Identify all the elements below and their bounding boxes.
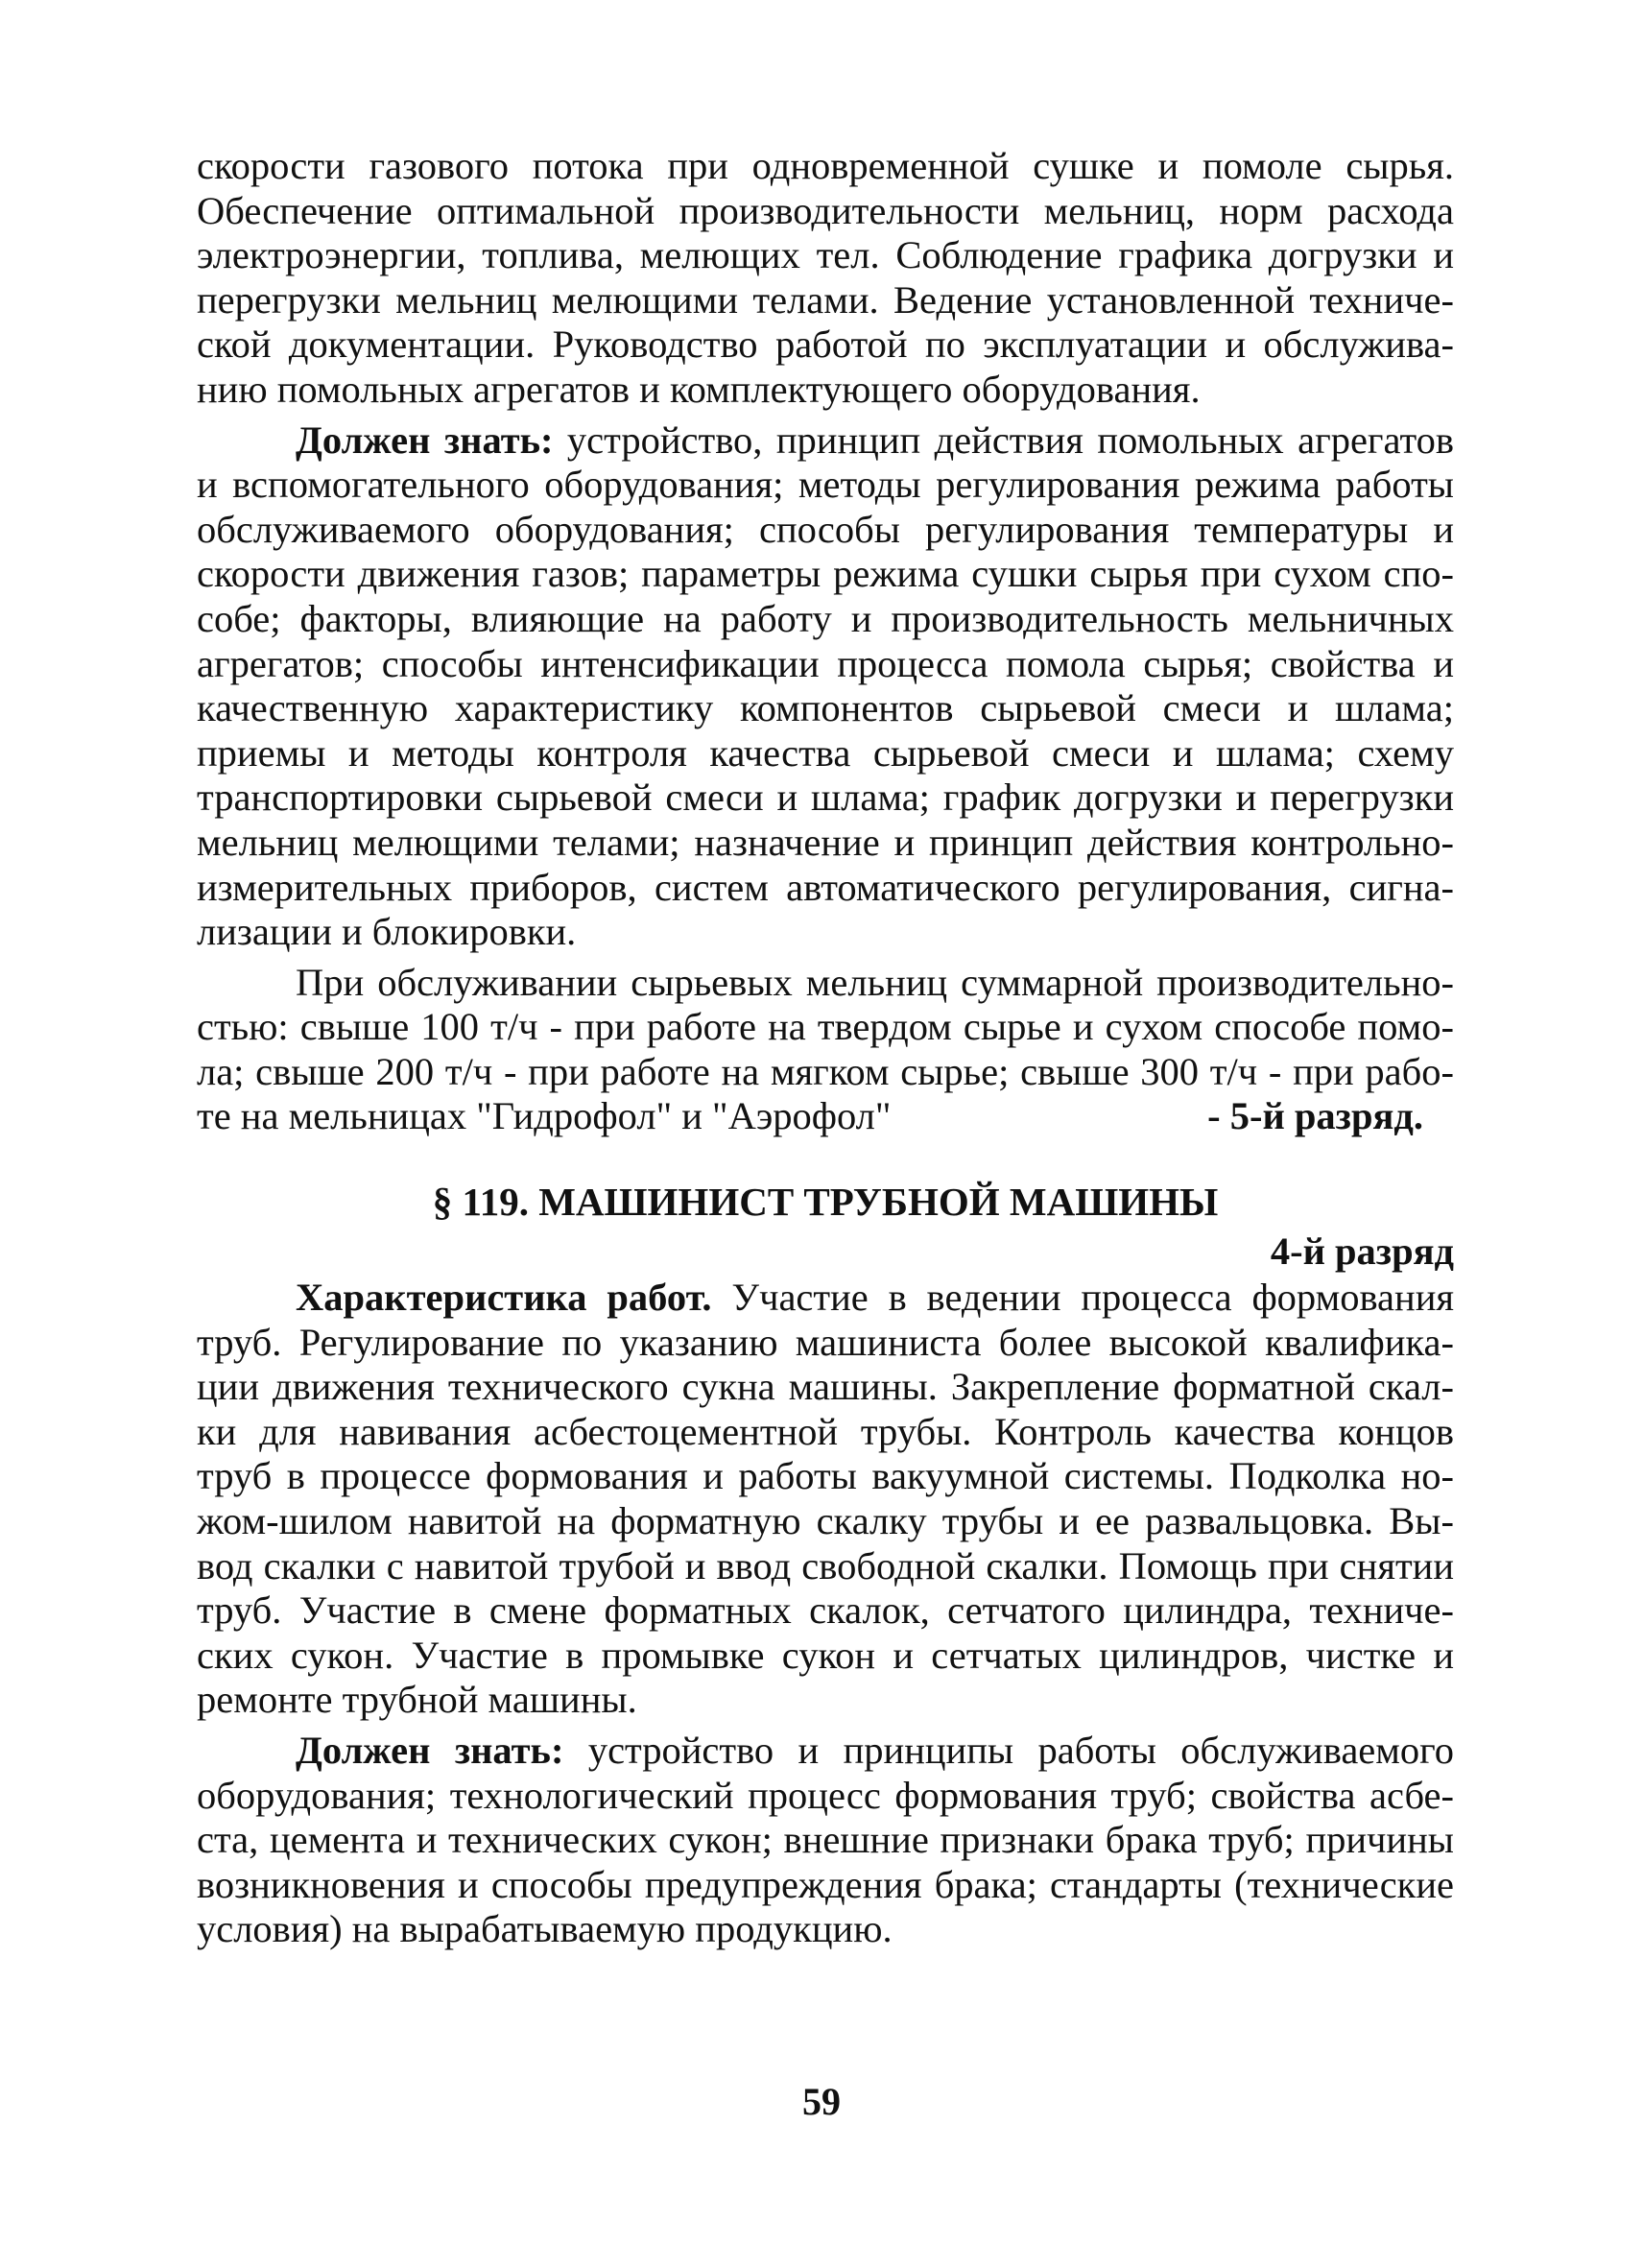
text-line: электроэнергии, топлива, мелющих тел. Соблюдение графика догрузки и: [197, 233, 1454, 277]
text-line: вод скалки с навитой трубой и ввод свободной скалки. Помощь при снятии: [197, 1543, 1454, 1588]
text-line: нию помольных агрегатов и комплектующего оборудования.: [197, 367, 1201, 411]
text-line: ки для навивания асбестоцементной трубы. Контроль качества концов: [197, 1409, 1454, 1453]
text-line: оборудования; технологический процесс формования труб; свойства асбе-: [197, 1773, 1454, 1817]
text-line: скорости движения газов; параметры режима сушки сырья при сухом спо-: [197, 552, 1454, 596]
paragraph-continuation: [197, 144, 1454, 413]
text-line: ла; свыше 200 т/ч - при работе на мягком сырье; свыше 300 т/ч - при рабо-: [197, 1049, 1454, 1093]
text-line: лизации и блокировки.: [197, 910, 577, 954]
lead-text: устройство и принципы работы обслуживаемого: [563, 1729, 1454, 1772]
text-line: стью: свыше 100 т/ч - при работе на твердом сырье и сухом способе помо-: [197, 1005, 1454, 1049]
text-line: жом-шилом навитой на форматную скалку трубы и ее развальцовка. Вы-: [197, 1499, 1454, 1543]
text-line: При обслуживании сырьевых мельниц суммарной производительно-: [296, 960, 1454, 1004]
text-line: скорости газового потока при одновременной сушке и помоле сырья.: [197, 144, 1454, 187]
lead-text: устройство, принцип действия помольных агрегатов: [553, 418, 1455, 462]
text-line: Обеспечение оптимальной производительности мельниц, норм расхода: [197, 188, 1454, 232]
text-line: те на мельницах "Гидрофол" и "Аэрофол": [197, 1094, 892, 1138]
text-line: [197, 418, 1454, 464]
text-line: ста, цемента и технических сукон; внешние признаки брака труб; причины: [197, 1818, 1454, 1862]
text-line: труб. Регулирование по указанию машиниста более высокой квалифика-: [197, 1320, 1454, 1364]
text-line: качественную характеристику компонентов сырьевой смеси и шлама;: [197, 686, 1454, 730]
text-line: [197, 1729, 1454, 1774]
rank-line: [197, 1094, 1454, 1139]
page-number: 59: [802, 2080, 841, 2123]
text-line: транспортировки сырьевой смеси и шлама; график догрузки и перегрузки: [197, 776, 1454, 820]
text-line: измерительных приборов, систем автоматического регулирования, сигна-: [197, 865, 1454, 909]
paragraph-rank-condition: [197, 961, 1454, 1139]
text-line: условия) на вырабатываемую продукцию.: [197, 1907, 893, 1951]
paragraph-must-know: [197, 1729, 1454, 1952]
text-line: ремонте трубной машины.: [197, 1678, 637, 1722]
grade-label: 4-й разряд: [1270, 1229, 1454, 1274]
text-line: труб в процессе формования и работы вакуумной системы. Подколка но-: [197, 1454, 1454, 1498]
paragraph-must-know: [197, 418, 1454, 955]
section-title: § 119. МАШИНИСТ ТРУБНОЙ МАШИНЫ: [432, 1180, 1219, 1225]
text-line: приемы и методы контроля качества сырьевой смеси и шлама; схему: [197, 730, 1454, 775]
text-line: агрегатов; способы интенсификации процесса помола сырья; свойства и: [197, 641, 1454, 685]
text-line: ской документации. Руководство работой по эксплуатации и обслужива-: [197, 322, 1454, 367]
text-line: мельниц мелющими телами; назначение и принцип действия контрольно-: [197, 820, 1454, 864]
text-line: ции движения технического сукна машины. Закрепление форматной скал-: [197, 1365, 1454, 1409]
text-line: перегрузки мельниц мелющими телами. Ведение установленной техниче-: [197, 277, 1454, 322]
text-line: труб. Участие в смене форматных скалок, сетчатого цилиндра, техниче-: [197, 1588, 1454, 1633]
lead-text: Участие в ведении процесса формования: [711, 1276, 1454, 1320]
rank-label: - 5-й разряд.: [1207, 1094, 1423, 1138]
text-line: обслуживаемого оборудования; способы регулирования температуры и: [197, 507, 1454, 551]
text-line: [197, 1276, 1454, 1321]
text-line: собе; факторы, влияющие на работу и производительность мельничных: [197, 596, 1454, 640]
text-line: и вспомогательного оборудования; методы регулирования режима работы: [197, 463, 1454, 507]
lead-term: Должен знать:: [296, 1729, 564, 1772]
text-line: ских сукон. Участие в промывке сукон и сетчатых цилиндров, чистке и: [197, 1633, 1454, 1677]
lead-term: Характеристика работ.: [296, 1276, 712, 1320]
lead-term: Должен знать:: [296, 418, 554, 462]
paragraph-work-description: [197, 1276, 1454, 1723]
text-line: возникновения и способы предупреждения брака; стандарты (технические: [197, 1862, 1454, 1906]
page-text: [197, 144, 1454, 1952]
